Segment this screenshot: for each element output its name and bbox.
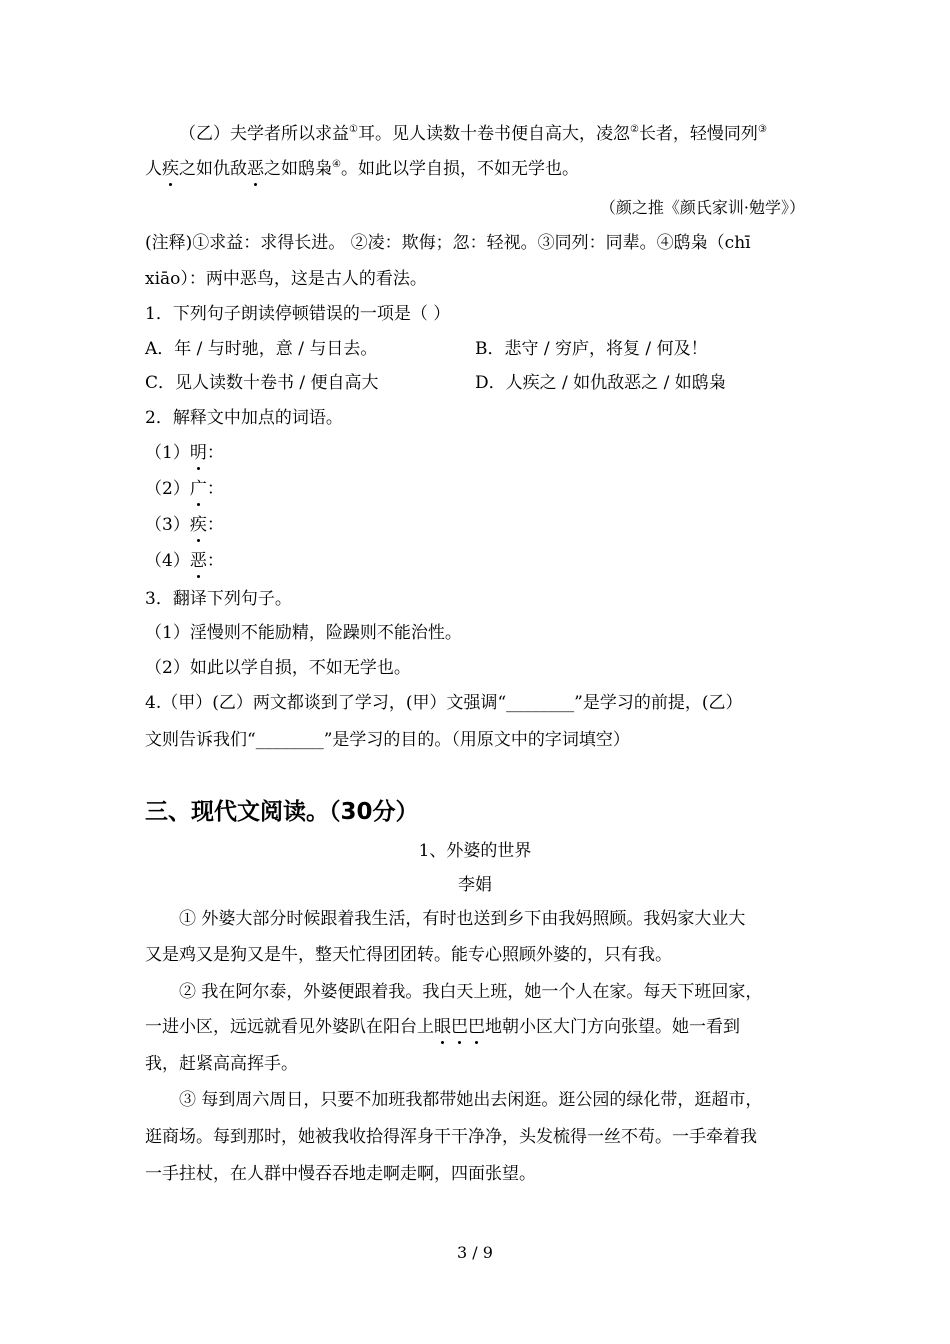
dotted-word: 恶 bbox=[189, 551, 207, 571]
article-title: 1、外婆的世界 bbox=[418, 841, 532, 861]
paragraph-2-line-3: 我，赶紧高高挥手。 bbox=[145, 1054, 298, 1074]
question-3-sentence-1: （1）淫慢则不能励精，险躁则不能治性。 bbox=[145, 623, 462, 643]
question-2-item: （4）恶： bbox=[145, 551, 224, 571]
article-author: 李娟 bbox=[458, 875, 492, 895]
paragraph-1-line-1: ① 外婆大部分时候跟着我生活，有时也送到乡下由我妈照顾。我妈家大业大 bbox=[179, 909, 746, 929]
question-2-item: （3）疾： bbox=[145, 515, 224, 535]
question-2-item: （2）广： bbox=[145, 479, 224, 499]
dotted-word: 巴 bbox=[451, 1017, 468, 1037]
dotted-word: 明 bbox=[189, 443, 207, 463]
question-2-stem: 2．解释文中加点的词语。 bbox=[145, 408, 343, 428]
dotted-word: 巴 bbox=[468, 1017, 485, 1037]
dotted-word: 恶 bbox=[247, 159, 264, 179]
paragraph-1-line-2: 又是鸡又是狗又是牛，整天忙得团团转。能专心照顾外婆的，只有我。 bbox=[145, 945, 672, 965]
passage-yi-line-1: （乙）夫学者所以求益①耳。见人读数十卷书便自高大，凌忽②长者，轻慢同列③ bbox=[179, 124, 767, 144]
paragraph-3-line-3: 一手拄杖，在人群中慢吞吞地走啊走啊，四面张望。 bbox=[145, 1164, 536, 1184]
option-d: D．人疾之 / 如仇敌恶之 / 如鸱枭 bbox=[475, 373, 726, 393]
paragraph-3-line-1: ③ 每到周六周日，只要不加班我都带她出去闲逛。逛公园的绿化带，逛超市， bbox=[179, 1090, 763, 1110]
paragraph-2-line-2: 一进小区，远远就看见外婆趴在阳台上眼巴巴地朝小区大门方向张望。她一看到 bbox=[145, 1017, 740, 1037]
question-3-stem: 3．翻译下列句子。 bbox=[145, 589, 292, 609]
paragraph-3-line-2: 逛商场。每到那时，她被我收拾得浑身干干净净，头发梳得一丝不苟。一手牵着我 bbox=[145, 1127, 757, 1147]
passage-source: （颜之推《颜氏家训·勉学》） bbox=[599, 198, 805, 217]
question-1-row-2 bbox=[145, 371, 726, 395]
dotted-word: 眼 bbox=[434, 1017, 451, 1037]
paragraph-2-line-1: ② 我在阿尔泰，外婆便跟着我。我白天上班，她一个人在家。每天下班回家， bbox=[179, 982, 763, 1002]
question-4-line-1: 4.（甲）(乙）两文都谈到了学习，(甲）文强调“________”是学习的前提，(乙） bbox=[145, 693, 743, 713]
page-number: 3 / 9 bbox=[457, 1243, 493, 1262]
dotted-word: 疾 bbox=[162, 159, 179, 179]
question-4-line-2: 文则告诉我们“________”是学习的目的。（用原文中的字词填空） bbox=[145, 730, 630, 750]
question-2-item: （1）明： bbox=[145, 443, 224, 463]
question-3-sentence-2: （2）如此以学自损，不如无学也。 bbox=[145, 658, 411, 678]
section-heading: 三、现代文阅读。（30分） bbox=[145, 799, 419, 825]
option-a: A．年 / 与时驰，意 / 与日去。 bbox=[145, 339, 378, 359]
dotted-word: 疾 bbox=[189, 515, 207, 535]
passage-yi-line-2: 人疾之如仇敌恶之如鸱枭④。如此以学自损，不如无学也。 bbox=[145, 159, 579, 179]
question-1-row-1 bbox=[145, 337, 708, 361]
option-c: C．见人读数十卷书 / 便自高大 bbox=[145, 373, 379, 393]
option-b: B．悲守 / 穷庐，将复 / 何及！ bbox=[475, 339, 708, 359]
question-1-stem: 1．下列句子朗读停顿错误的一项是（ ） bbox=[145, 304, 451, 324]
annotation-line-1: (注释)①求益：求得长进。 ②凌：欺侮；忽：轻视。③同列：同辈。④鸱枭（chī bbox=[145, 233, 751, 253]
dotted-word: 广 bbox=[189, 479, 207, 499]
annotation-line-2: xiāo）：两中恶鸟，这是古人的看法。 bbox=[145, 269, 427, 289]
